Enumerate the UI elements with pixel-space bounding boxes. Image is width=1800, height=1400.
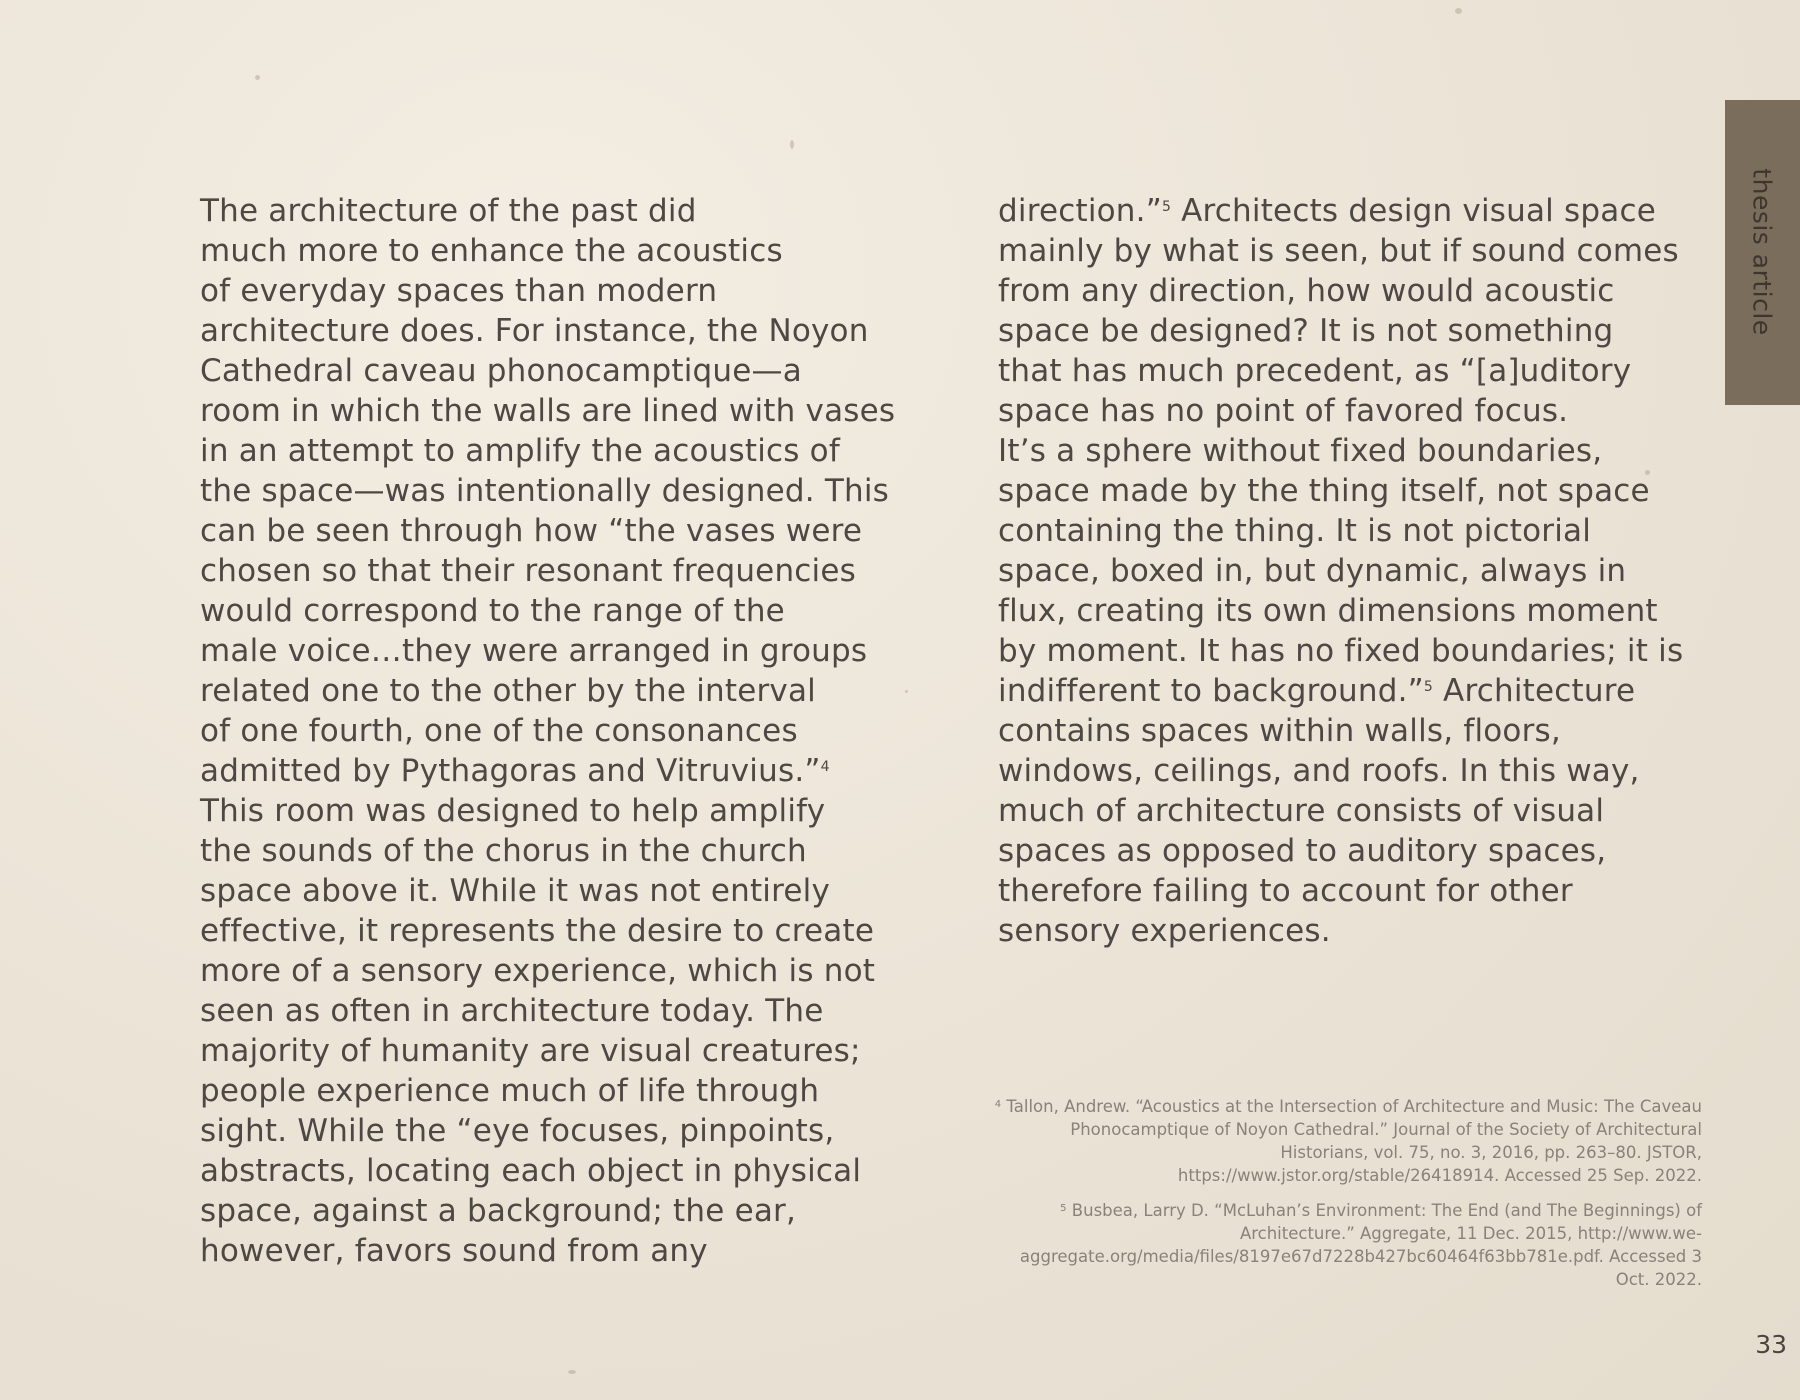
footnote — [990, 1095, 1702, 1187]
footnote-text: Busbea, Larry D. “McLuhan’s Environment: The End (and The Beginnings) of Architecture.” Aggregate, 11 Dec. 2015, http://www.we-aggregate.org/media/files/8197e67d7228b427bc60464f63bb781e.pdf. Accessed 3 Oct. 2022. — [1019, 1201, 1702, 1289]
left-column-text-cont: This room was designed to help amplify the sounds of the chorus in the church space above it. While it was not entirely effective, it represents the desire to create more of a sensory experience, which is not seen as often in architecture today. The majority of humanity are visual creatures; people experience much of life through sight. While the “eye focuses, pinpoints, abstracts, locating each object in physical space, against a background; the ear, however, favors sound from any — [200, 793, 876, 1269]
paper-speck — [255, 75, 260, 80]
footnote-ref: 5 — [1161, 199, 1172, 215]
footnote-ref: 4 — [820, 759, 830, 775]
footnote — [990, 1199, 1702, 1291]
right-column-start: direction.” — [998, 193, 1162, 229]
body-text-right-column — [998, 191, 1718, 951]
right-column-mid: Architects design visual space mainly by what is seen, but if sound comes from any direction, how would acoustic space be designed? It is not something that has much precedent, as “[a]uditory space has no point of favored focus. It’s a sphere without fixed boundaries, space made by the thing itself, not space containing the thing. It is not pictorial space, boxed in, but dynamic, always in flux, creating its own dimensions moment by moment. It has no fixed boundaries; it is indifferent to background.” — [998, 193, 1684, 709]
paper-speck — [1455, 8, 1462, 14]
section-tab-label: thesis article — [1747, 168, 1777, 336]
page-number: 33 — [1755, 1330, 1787, 1359]
footnote-ref: 5 — [1423, 679, 1433, 695]
footnotes — [990, 1095, 1702, 1303]
footnote-text: Tallon, Andrew. “Acoustics at the Intersection of Architecture and Music: The Caveau Phonocamptique of Noyon Cathedral.” Journal of the Society of Architectural Historians, vol. 75, no. 3, 2016, pp. 263–80. JSTOR, https://www.jstor.org/stable/26418914. Accessed 25 Sep. 2022. — [1001, 1097, 1702, 1185]
footnote-number: 5 — [1060, 1203, 1067, 1214]
left-column-text: The architecture of the past did much more to enhance the acoustics of everyday spaces than modern architecture does. For instance, the Noyon Cathedral caveau phonocamptique—a room in which the walls are lined with vases in an attempt to amplify the acoustics of the space—was intentionally designed. This can be seen through how “the vases were chosen so that their resonant frequencies would correspond to the range of the male voice…they were arranged in groups related one to the other by the interval of one fourth, one of the consonances admitted by Pythagoras and Vitruvius.” — [200, 193, 896, 789]
paper-speck — [568, 1370, 576, 1374]
right-column-end: Architecture contains spaces within walls, floors, windows, ceilings, and roofs. In this way, much of architecture consists of visual spaces as opposed to auditory spaces, therefore failing to account for other sensory experiences. — [998, 673, 1640, 949]
paper-speck — [790, 140, 794, 149]
footnote-number: 4 — [994, 1099, 1002, 1110]
body-text-left-column — [200, 191, 920, 1271]
